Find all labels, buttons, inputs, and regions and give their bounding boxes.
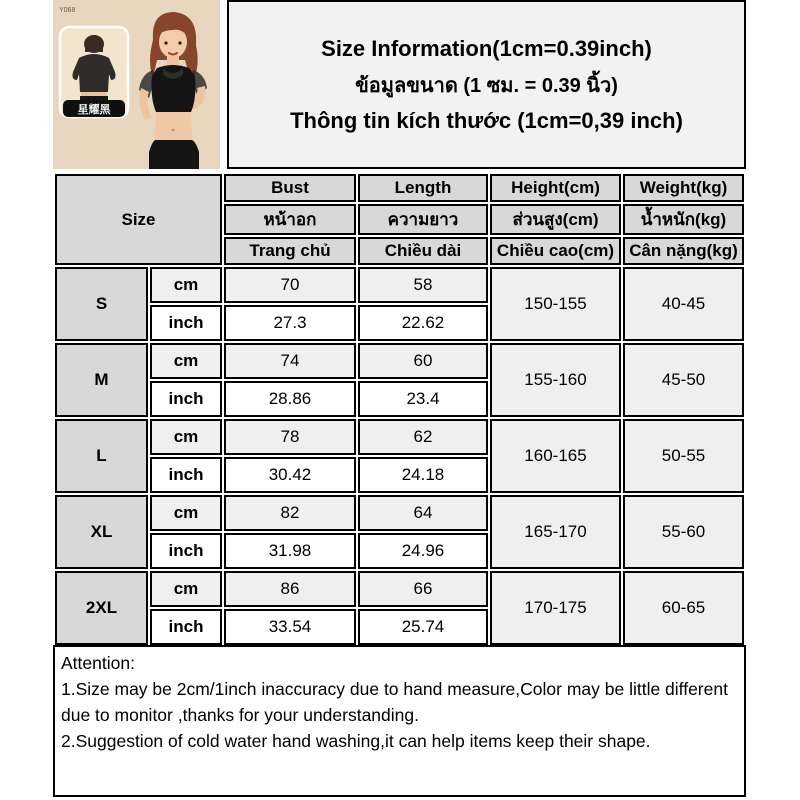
attention-title: Attention: [61,653,135,673]
size-info-title-box [227,0,746,169]
size-header-cell: Size [55,174,222,265]
unit-cm: cm [150,419,222,455]
title-vietnamese: Thông tin kích thước (1cm=0,39 inch) [290,107,683,133]
row-m-cm [55,343,744,379]
attention-note-1: 1.Size may be 2cm/1inch inaccuracy due to hand measure,Color may be little different due to monitor ,thanks for your understanding. [61,679,728,725]
unit-inch: inch [150,533,222,569]
unit-inch: inch [150,381,222,417]
header-length-vi: Chiều dài [358,237,488,265]
size-chart-sheet [53,0,746,751]
length-inch: 24.96 [358,533,488,569]
bust-inch: 27.3 [224,305,356,341]
length-cm: 66 [358,571,488,607]
unit-cm: cm [150,571,222,607]
attention-note-2: 2.Suggestion of cold water hand washing,it can help items keep their shape. [61,731,651,751]
header-weight-vi: Cân nặng(kg) [623,237,744,265]
size-label: M [55,343,148,417]
header-weight-th: น้ำหนัก(kg) [623,204,744,235]
model-code-label: Y068 [59,7,76,14]
unit-cm: cm [150,495,222,531]
size-label: 2XL [55,571,148,645]
size-table [53,172,746,647]
weight-range: 60-65 [623,571,744,645]
product-photo-illustration [53,0,220,169]
top-row [53,0,746,169]
unit-cm: cm [150,343,222,379]
header-height-en: Height(cm) [490,174,621,202]
unit-cm: cm [150,267,222,303]
length-inch: 23.4 [358,381,488,417]
header-length-th: ความยาว [358,204,488,235]
header-bust-th: หน้าอก [224,204,356,235]
color-badge [63,100,125,117]
length-cm: 58 [358,267,488,303]
bust-cm: 70 [224,267,356,303]
header-height-th: ส่วนสูง(cm) [490,204,621,235]
unit-inch: inch [150,457,222,493]
header-length-en: Length [358,174,488,202]
attention-box [53,645,746,797]
weight-range: 40-45 [623,267,744,341]
height-range: 155-160 [490,343,621,417]
bust-inch: 30.42 [224,457,356,493]
header-weight-en: Weight(kg) [623,174,744,202]
header-row-en [55,174,744,202]
weight-range: 50-55 [623,419,744,493]
bust-inch: 33.54 [224,609,356,645]
length-inch: 24.18 [358,457,488,493]
height-range: 150-155 [490,267,621,341]
row-s-cm [55,267,744,303]
bust-cm: 74 [224,343,356,379]
header-bust-en: Bust [224,174,356,202]
bust-cm: 86 [224,571,356,607]
weight-range: 45-50 [623,343,744,417]
height-range: 165-170 [490,495,621,569]
row-l-cm [55,419,744,455]
length-inch: 22.62 [358,305,488,341]
unit-inch: inch [150,609,222,645]
bust-inch: 28.86 [224,381,356,417]
length-inch: 25.74 [358,609,488,645]
title-english: Size Information(1cm=0.39inch) [321,35,652,61]
length-cm: 60 [358,343,488,379]
length-cm: 62 [358,419,488,455]
bust-cm: 82 [224,495,356,531]
weight-range: 55-60 [623,495,744,569]
row-2xl-cm [55,571,744,607]
bust-cm: 78 [224,419,356,455]
product-photo [53,0,220,169]
row-xl-cm [55,495,744,531]
size-label: S [55,267,148,341]
length-cm: 64 [358,495,488,531]
bust-inch: 31.98 [224,533,356,569]
color-badge-label: 星耀黑 [77,104,111,116]
height-range: 160-165 [490,419,621,493]
header-bust-vi: Trang chủ [224,237,356,265]
size-label: L [55,419,148,493]
size-label: XL [55,495,148,569]
header-height-vi: Chiều cao(cm) [490,237,621,265]
title-thai: ข้อมูลขนาด (1 ซม. = 0.39 นิ้ว) [355,74,618,97]
unit-inch: inch [150,305,222,341]
height-range: 170-175 [490,571,621,645]
